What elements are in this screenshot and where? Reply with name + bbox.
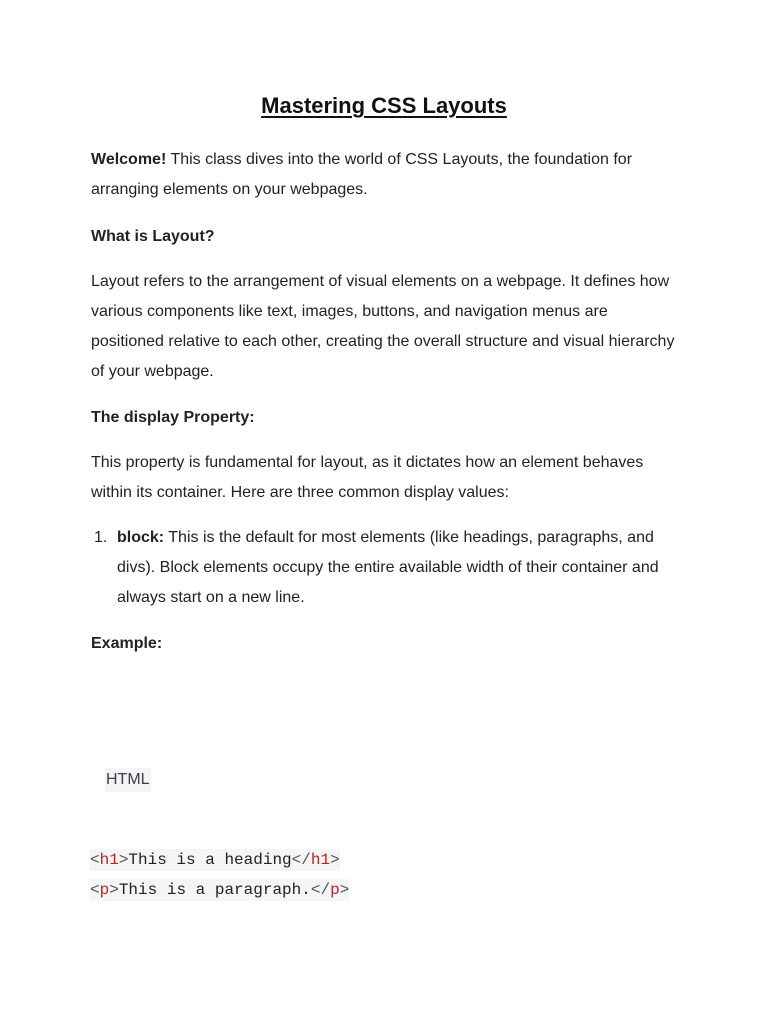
code-content: This is a paragraph. — [118, 881, 311, 899]
intro-text: This class dives into the world of CSS Layouts, the foundation for arranging elements on your webpages. — [91, 151, 633, 198]
list-item — [91, 523, 681, 613]
code-punct: > — [118, 851, 129, 869]
code-line — [90, 875, 349, 905]
code-tag: p — [330, 881, 340, 899]
list-item-term: block: — [117, 529, 165, 546]
layout-paragraph: Layout refers to the arrangement of visual elements on a webpage. It defines how various components like text, images, buttons, and navigation menus are positioned relative to each other, creating the overall structure and visual hierarchy of your webpage. — [91, 273, 675, 380]
code-punct: < — [90, 851, 100, 869]
code-punct: </ — [310, 881, 331, 899]
code-tag: p — [99, 881, 110, 899]
code-block — [90, 845, 349, 905]
intro-bold: Welcome! — [91, 151, 167, 168]
list-item-number: 1. — [94, 529, 108, 546]
code-punct: </ — [291, 851, 311, 869]
page-title: Mastering CSS Layouts — [261, 93, 507, 118]
code-punct: < — [90, 881, 100, 899]
display-heading: The display Property: — [91, 409, 255, 426]
layout-heading: What is Layout? — [91, 228, 215, 245]
display-paragraph: This property is fundamental for layout, as it dictates how an element behaves within its container. Here are three common display values: — [91, 454, 644, 501]
code-punct: > — [109, 881, 119, 899]
display-values-list — [91, 523, 681, 613]
code-punct: > — [339, 881, 350, 899]
code-tag: h1 — [99, 851, 119, 869]
example-heading: Example: — [91, 635, 163, 652]
code-tag: h1 — [310, 851, 331, 869]
intro-paragraph — [91, 145, 681, 205]
code-punct: > — [330, 851, 340, 869]
code-line — [90, 845, 349, 875]
code-language-label: HTML — [105, 768, 151, 792]
list-item-text: This is the default for most elements (like headings, paragraphs, and divs). Block elements occupy the entire available width of their container and always start on a new line. — [117, 529, 659, 606]
code-content: This is a heading — [128, 851, 292, 869]
